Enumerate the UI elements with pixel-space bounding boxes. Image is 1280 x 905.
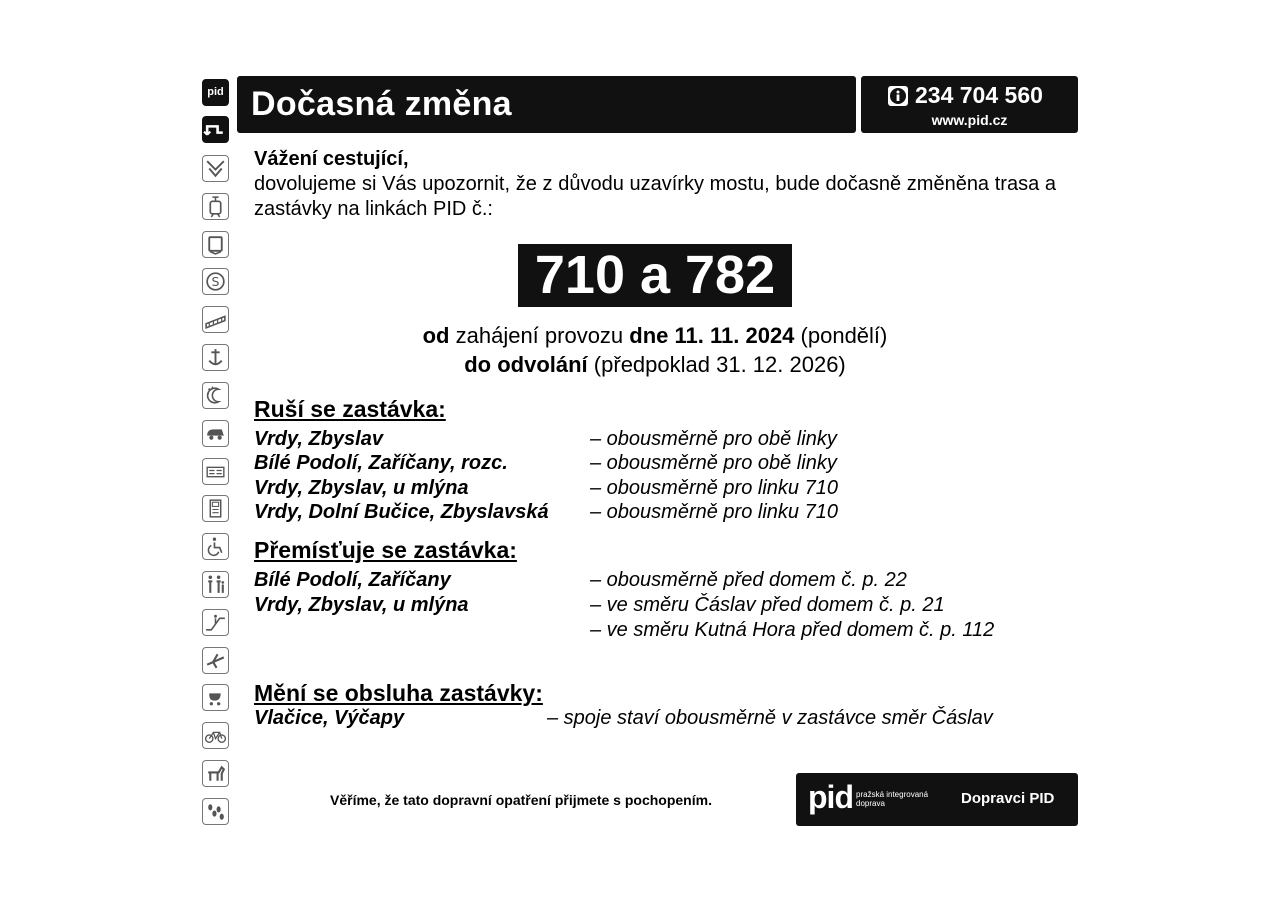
pid-logo-subtitle: pražská integrovaná doprava	[856, 790, 929, 808]
pid-logo-text: pid	[808, 779, 853, 815]
greeting: Vážení cestující,	[254, 148, 409, 170]
funicular-icon	[202, 306, 229, 333]
stop-name: Vrdy, Dolní Bučice, Zbyslavská	[254, 501, 549, 523]
date-from	[254, 323, 1056, 349]
dog-icon	[202, 760, 229, 787]
moved-heading: Přemísťuje se zastávka:	[254, 537, 517, 563]
escalator-icon	[202, 609, 229, 636]
svg-text:S: S	[211, 274, 220, 290]
contact-bar	[861, 76, 1078, 133]
bus-icon	[202, 231, 229, 258]
wheelchair-icon	[202, 533, 229, 560]
carriers-label: Dopravci PID	[961, 790, 1055, 807]
footsteps-icon	[202, 798, 229, 825]
date-from-text: zahájení provozu	[449, 323, 630, 348]
airplane-icon	[202, 647, 229, 674]
info-icon	[888, 86, 908, 106]
stop-note: – ve směru Kutná Hora před domem č. p. 112	[590, 619, 995, 641]
metro-icon	[202, 155, 229, 182]
line-numbers: 710 a 782	[518, 244, 792, 307]
pid-badge-text: pid	[207, 86, 224, 98]
stop-note: – spoje staví obousměrně v zastávce směr Čáslav	[547, 707, 993, 729]
stop-note: – obousměrně pro obě linky	[590, 428, 837, 450]
footer-message: Věříme, že tato dopravní opatření přijmete s pochopením.	[330, 792, 712, 808]
title-bar	[237, 76, 856, 133]
date-until	[254, 352, 1056, 378]
regional-bus-icon	[202, 420, 229, 447]
date-from-date: dne 11. 11. 2024	[629, 323, 795, 348]
ferry-icon	[202, 344, 229, 371]
cancelled-heading: Ruší se zastávka:	[254, 396, 446, 422]
date-from-day: (pondělí)	[794, 323, 888, 348]
date-until-prefix: do odvolání	[464, 352, 588, 377]
ticket-icon	[202, 458, 229, 485]
tram-icon	[202, 193, 229, 220]
service-heading: Mění se obsluha zastávky:	[254, 680, 543, 706]
stop-name: Bílé Podolí, Zaříčany, rozc.	[254, 452, 508, 474]
stop-note: – obousměrně před domem č. p. 22	[590, 569, 907, 591]
stop-name: Vrdy, Zbyslav, u mlýna	[254, 477, 469, 499]
intro-text	[254, 147, 1056, 222]
phone-number	[888, 82, 1043, 109]
stop-name: Vrdy, Zbyslav, u mlýna	[254, 594, 469, 616]
stop-note: – obousměrně pro linku 710	[590, 501, 838, 523]
intro-body: dovolujeme si Vás upozornit, že z důvodu uzavírky mostu, bude dočasně změněna trasa a zastávky na linkách PID č.:	[254, 173, 1056, 220]
bicycle-icon	[202, 722, 229, 749]
page-title: Dočasná změna	[251, 85, 512, 123]
date-from-prefix: od	[422, 323, 450, 348]
stop-note: – ve směru Čáslav před domem č. p. 21	[590, 594, 945, 616]
stop-note: – obousměrně pro linku 710	[590, 477, 838, 499]
night-icon	[202, 382, 229, 409]
website-link[interactable]: www.pid.cz	[931, 112, 1008, 128]
date-until-text: (předpoklad 31. 12. 2026)	[587, 352, 846, 377]
stop-name: Vrdy, Zbyslav	[254, 428, 383, 450]
bus-stop-icon	[202, 116, 229, 143]
pid-footer-logo	[796, 773, 1078, 826]
stroller-icon	[202, 684, 229, 711]
stop-note: – obousměrně pro obě linky	[590, 452, 837, 474]
ticket-machine-icon	[202, 495, 229, 522]
family-icon	[202, 571, 229, 598]
stop-name: Bílé Podolí, Zaříčany	[254, 569, 451, 591]
train-icon	[202, 268, 229, 295]
phone-text: 234 704 560	[915, 82, 1043, 108]
stop-name: Vlačice, Výčapy	[254, 707, 405, 729]
pid-logo-icon	[202, 79, 229, 106]
